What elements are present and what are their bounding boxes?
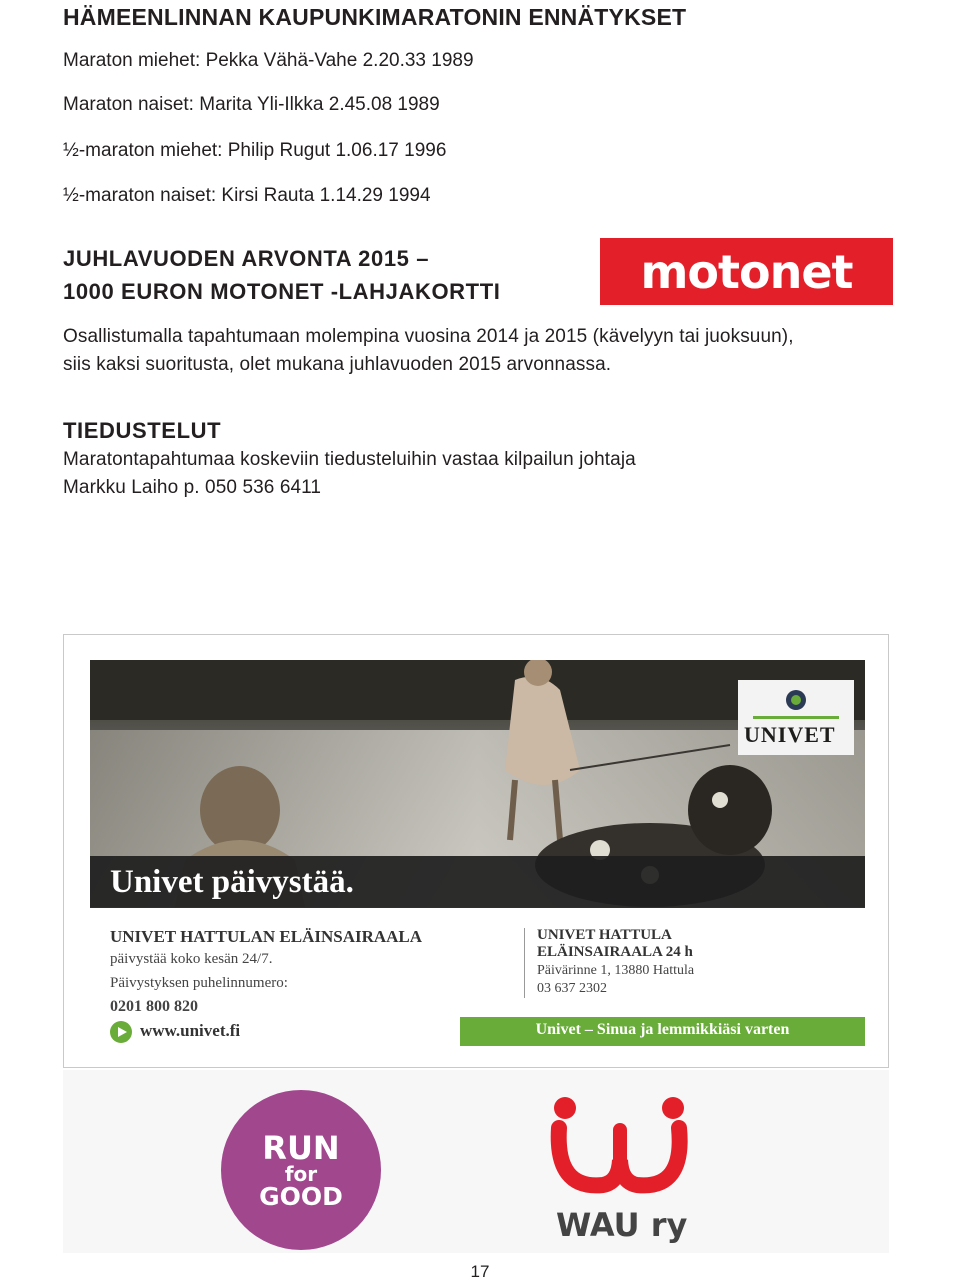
ad-divider — [524, 928, 525, 998]
ad-slogan: Univet – Sinua ja lemmikkiäsi varten — [535, 1021, 790, 1038]
ad-clinic-line: päivystää koko kesän 24/7. — [110, 951, 273, 967]
contact-line1: Maratontapahtumaa koskeviin tiedusteluihin vastaa kilpailun johtaja — [63, 449, 636, 470]
lottery-title-line1: JUHLAVUODEN ARVONTA 2015 – — [63, 246, 430, 271]
record-line: ½-maraton miehet: Philip Rugut 1.06.17 1996 — [63, 140, 447, 161]
ad-phone: 0201 800 820 — [110, 998, 198, 1015]
ad-headline: Univet päivystää. — [110, 864, 354, 900]
play-icon — [110, 1021, 132, 1043]
contact-line2: Markku Laiho p. 050 536 6411 — [63, 477, 322, 498]
motonet-logo-text: motonet — [640, 244, 853, 299]
ad-address-line: ELÄINSAIRAALA 24 h — [537, 944, 693, 960]
lottery-title-line2: 1000 EURON MOTONET -LAHJAKORTTI — [63, 279, 501, 304]
ad-clinic-line: Päivystyksen puhelinnumero: — [110, 975, 288, 991]
ad-address-line: Päivärinne 1, 13880 Hattula — [537, 963, 695, 978]
record-line: Maraton naiset: Marita Yli-Ilkka 2.45.08 1989 — [63, 94, 440, 115]
contact-title: TIEDUSTELUT — [63, 418, 222, 443]
univet-emblem-icon — [738, 680, 854, 720]
run-for-good-text: GOOD — [259, 1181, 343, 1211]
motonet-logo — [600, 238, 893, 305]
ad-address-line: UNIVET HATTULA — [537, 927, 672, 943]
record-line: ½-maraton naiset: Kirsi Rauta 1.14.29 1994 — [63, 185, 431, 206]
ad-clinic-title: UNIVET HATTULAN ELÄINSAIRAALA — [110, 927, 423, 946]
wau-logo-icon — [545, 1090, 695, 1200]
run-for-good-text: RUN — [262, 1128, 340, 1167]
run-for-good-logo — [221, 1090, 381, 1250]
wau-logo-text: WAU ry — [556, 1206, 688, 1244]
ad-address-line: 03 637 2302 — [537, 981, 607, 996]
univet-logo-text: UNIVET — [744, 722, 836, 747]
lottery-body-line1: Osallistumalla tapahtumaan molempina vuosina 2014 ja 2015 (kävelyyn tai juoksuun), — [63, 326, 794, 347]
record-line: Maraton miehet: Pekka Vähä-Vahe 2.20.33 1989 — [63, 50, 474, 71]
lottery-body-line2: siis kaksi suoritusta, olet mukana juhlavuoden 2015 arvonnassa. — [63, 354, 612, 375]
page-heading: HÄMEENLINNAN KAUPUNKIMARATONIN ENNÄTYKSET — [63, 4, 687, 30]
sponsor-area — [63, 1070, 889, 1253]
page-number: 17 — [470, 1262, 490, 1281]
run-for-good-text: for — [284, 1161, 318, 1186]
ad-website: www.univet.fi — [140, 1021, 241, 1040]
